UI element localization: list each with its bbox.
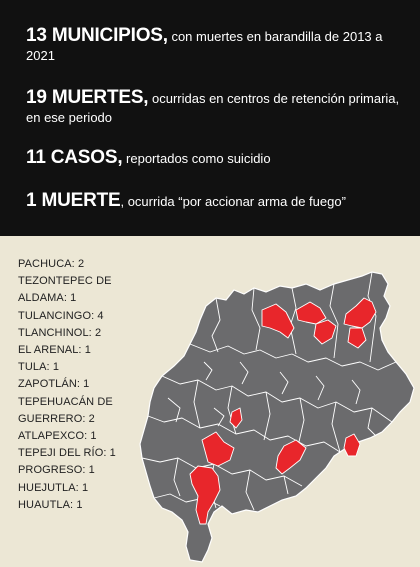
stat-description: con muertes en barandilla de 2013 a 2021: [26, 29, 383, 63]
list-item: TULANCINGO: 4: [18, 309, 104, 322]
list-item: TULA: 1: [18, 361, 60, 374]
list-item: TLANCHINOL: 2: [18, 326, 102, 339]
stat-description: reportados como suicidio: [122, 151, 271, 166]
stat-municipios: [26, 25, 406, 65]
list-item: TEPEHUACÁN DE: [18, 395, 113, 408]
stat-description: ocurridas en centros de retención primaria, en ese periodo: [26, 91, 400, 125]
list-item: HUAUTLA: 1: [18, 498, 83, 511]
list-item: TEZONTEPEC DE: [18, 275, 112, 288]
stat-headline: 13 MUNICIPIOS,: [26, 25, 168, 46]
list-item: ALDAMA: 1: [18, 292, 77, 305]
stat-headline: 19 MUERTES,: [26, 87, 149, 108]
stat-description: , ocurrida “por accionar arma de fuego”: [120, 194, 346, 209]
map-section: [0, 236, 420, 567]
list-item: TEPEJI DEL RÍO: 1: [18, 447, 116, 460]
stat-muertes: [26, 87, 406, 127]
list-item: HUEJUTLA: 1: [18, 481, 89, 494]
list-item: PACHUCA: 2: [18, 258, 85, 270]
list-item: GUERRERO: 2: [18, 412, 95, 425]
list-item: ATLAPEXCO: 1: [18, 430, 97, 443]
stats-panel: [0, 0, 420, 236]
stat-muerte-arma: [26, 190, 406, 212]
stat-casos: [26, 147, 406, 169]
list-item: EL ARENAL: 1: [18, 344, 91, 357]
list-item: ZAPOTLÁN: 1: [18, 378, 90, 391]
stat-headline: 11 CASOS,: [26, 147, 123, 168]
list-item: PROGRESO: 1: [18, 464, 95, 477]
stat-headline: 1 MUERTE: [26, 190, 121, 211]
hidalgo-map: [120, 262, 420, 567]
